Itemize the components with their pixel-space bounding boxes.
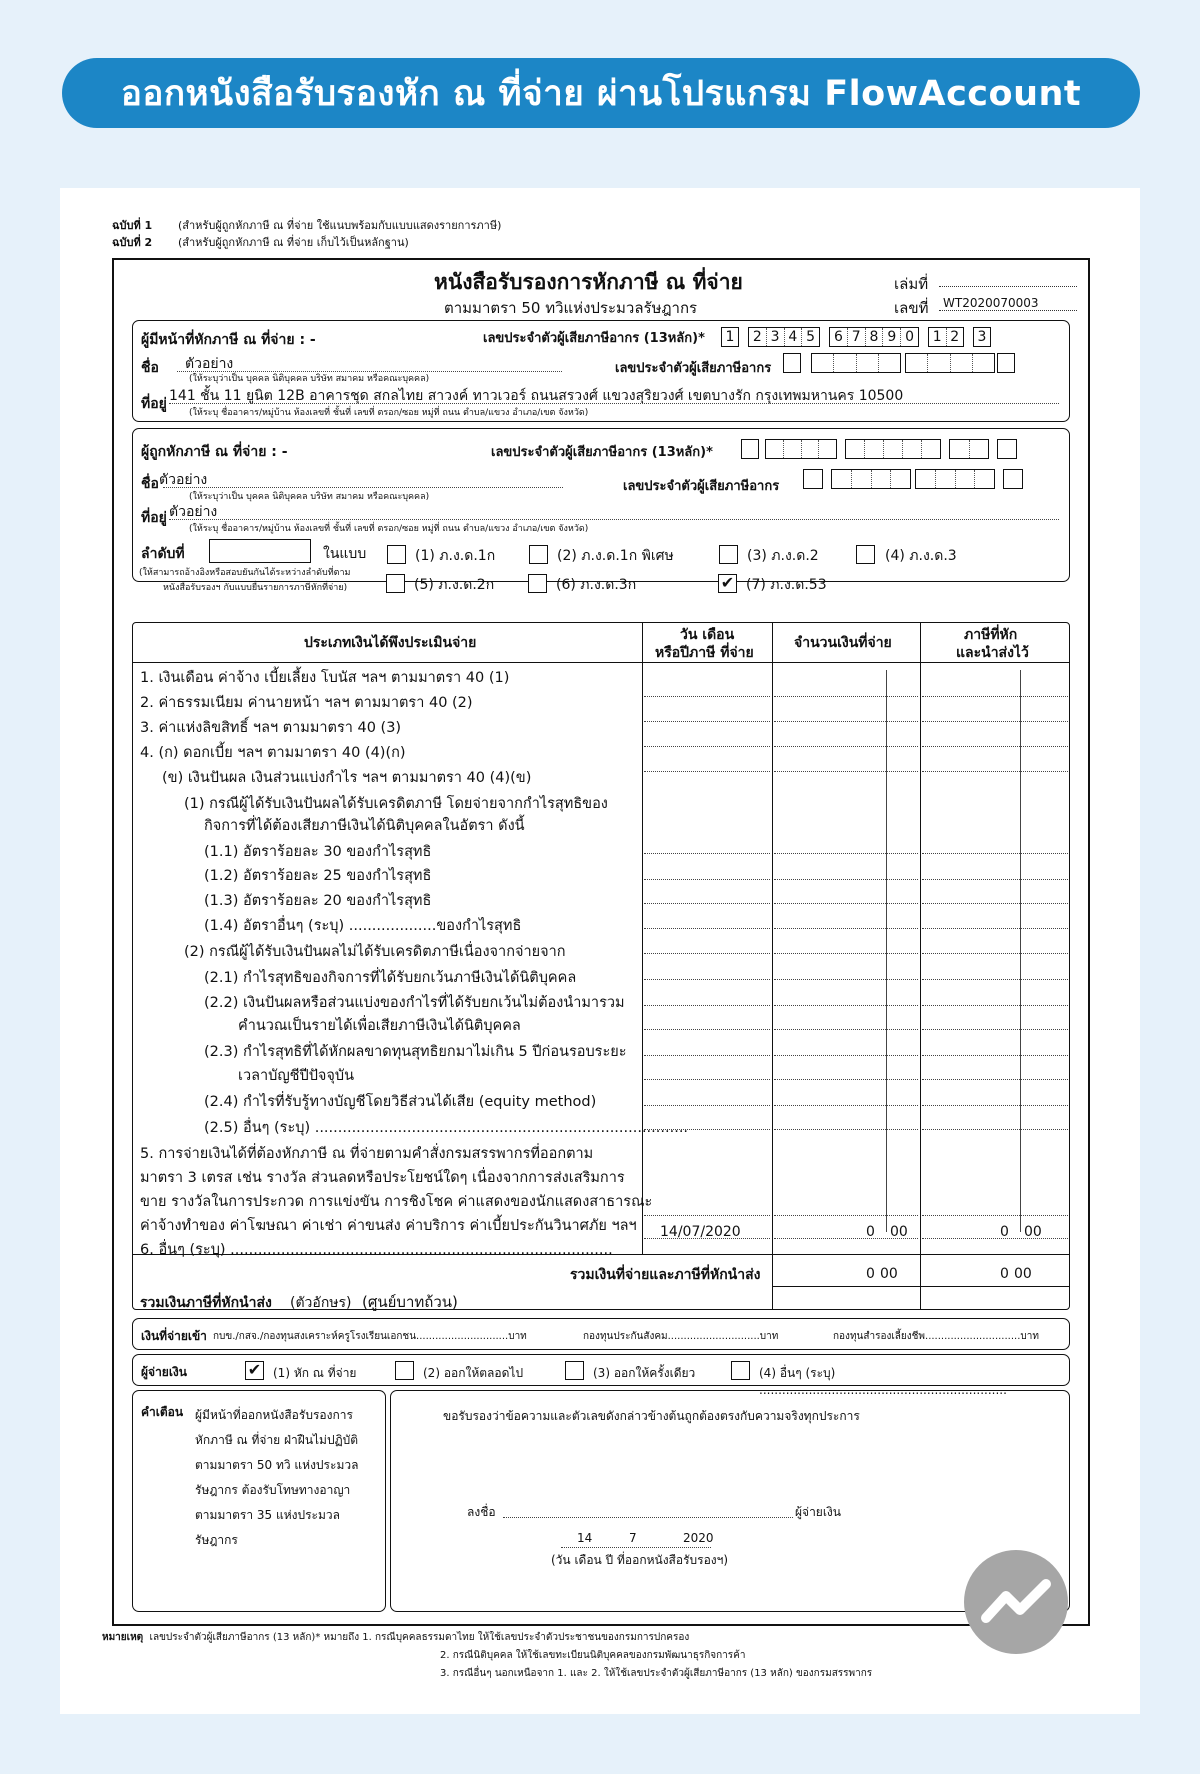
table-entry-line bbox=[922, 1238, 1068, 1239]
form-checkbox-1[interactable] bbox=[387, 545, 406, 564]
table-entry-line bbox=[644, 903, 770, 904]
row6-tax-dec[interactable]: 00 bbox=[1024, 1224, 1042, 1240]
table-entry-line bbox=[644, 1215, 770, 1216]
table-entry-line bbox=[644, 1005, 770, 1006]
table-entry-line bbox=[922, 853, 1068, 854]
fund-section bbox=[132, 1318, 1070, 1350]
certify-text: ขอรับรองว่าข้อความและตัวเลขดังกล่าวข้างต้นถูกต้องตรงกับความจริงทุกประการ bbox=[443, 1409, 860, 1423]
doc-number-value[interactable]: WT2020070003 bbox=[939, 296, 1077, 311]
table-entry-line bbox=[774, 979, 918, 980]
warning-text: ผู้มีหน้าที่ออกหนังสือรับรองการ หักภาษี ณ ที่จ่าย ฝ่าฝืนไม่ปฏิบัติ ตามมาตรา 50 ทวิ แห่งประมวล รัษฎากร ต้องรับโทษทางอาญา ตามมาตรา 35 แห่งประมวล รัษฎากร bbox=[195, 1408, 359, 1547]
income-row: คำนวณเป็นรายได้เพื่อเสียภาษีเงินได้นิติบุคคล bbox=[238, 1018, 521, 1034]
form-label-1: (1) ภ.ง.ด.1ก bbox=[415, 548, 496, 564]
sign-label: ลงชื่อ bbox=[467, 1505, 496, 1519]
income-row: 5. การจ่ายเงินได้ที่ต้องหักภาษี ณ ที่จ่ายตามคำสั่งกรมสรรพากรที่ออกตาม bbox=[140, 1146, 594, 1162]
table-entry-line bbox=[774, 1105, 918, 1106]
payer-address-hint: (ให้ระบุ ชื่ออาคาร/หมู่บ้าน ห้องเลขที่ ชั้นที่ เลขที่ ตรอก/ซอย หมู่ที่ ถนน ตำบล/แขวง อำเภอ/เขต จังหวัด) bbox=[189, 408, 589, 418]
table-entry-line bbox=[644, 1105, 770, 1106]
warning-section bbox=[132, 1390, 386, 1612]
payer-tax-digit-group-3[interactable] bbox=[905, 353, 995, 373]
income-row: (1.4) อัตราอื่นๆ (ระบุ) ...................ของกำไรสุทธิ bbox=[204, 918, 522, 934]
income-row: 6. อื่นๆ (ระบุ) ................................................................................... bbox=[140, 1242, 613, 1258]
table-entry-line bbox=[922, 721, 1068, 722]
table-entry-line bbox=[644, 1129, 770, 1130]
payee-name-value[interactable]: ตัวอย่าง bbox=[159, 472, 208, 488]
payer-tax-digit-group-4[interactable] bbox=[997, 353, 1015, 373]
form-label-5: (5) ภ.ง.ด.2ก bbox=[414, 577, 495, 593]
payee-name-hint: (ให้ระบุว่าเป็น บุคคล นิติบุคคล บริษัท สมาคม หรือคณะบุคคล) bbox=[189, 492, 430, 502]
income-row: (2) กรณีผู้ได้รับเงินปันผลไม่ได้รับเครดิตภาษีเนื่องจากจ่ายจาก bbox=[184, 944, 566, 960]
table-entry-line bbox=[922, 1055, 1068, 1056]
form-title: หนังสือรับรองการหักภาษี ณ ที่จ่าย bbox=[434, 270, 743, 294]
table-entry-line bbox=[644, 979, 770, 980]
table-entry-line bbox=[774, 879, 918, 880]
payer-tax-label: เลขประจำตัวผู้เสียภาษีอากร bbox=[615, 361, 772, 376]
table-entry-line bbox=[922, 1005, 1068, 1006]
payee-section-label: ผู้ถูกหักภาษี ณ ที่จ่าย : - bbox=[141, 444, 288, 460]
notes-line-2: 2. กรณีนิติบุคคล ให้ใช้เลขทะเบียนนิติบุคคลของกรมพัฒนาธุรกิจการค้า bbox=[440, 1650, 746, 1661]
doc-number-label: เลขที่ bbox=[894, 299, 929, 317]
row6-amount-int[interactable]: 0 bbox=[866, 1224, 875, 1240]
form-label-6: (6) ภ.ง.ด.3ก bbox=[556, 577, 637, 593]
form-label-2: (2) ภ.ง.ด.1ก พิเศษ bbox=[557, 548, 674, 564]
table-entry-line bbox=[922, 903, 1068, 904]
table-entry-line bbox=[922, 746, 1068, 747]
income-row: เวลาบัญชีปีปัจจุบัน bbox=[238, 1068, 355, 1084]
book-number-field[interactable] bbox=[939, 286, 1077, 287]
words-label: รวมเงินภาษีที่หักนำส่ง bbox=[140, 1295, 272, 1311]
table-entry-line bbox=[774, 1005, 918, 1006]
table-entry-line bbox=[922, 953, 1068, 954]
payer-tax13-label: เลขประจำตัวผู้เสียภาษีอากร (13หลัก)* bbox=[483, 331, 705, 346]
payer-section bbox=[132, 320, 1070, 422]
table-entry-line bbox=[922, 1105, 1068, 1106]
total-tax-int[interactable]: 0 bbox=[1000, 1266, 1009, 1282]
payee-address-label: ที่อยู่ bbox=[141, 510, 167, 526]
table-entry-line bbox=[644, 953, 770, 954]
table-entry-line bbox=[774, 1215, 918, 1216]
payee-tax13-digit-group-2[interactable] bbox=[765, 439, 837, 459]
payer-tax13-digit-group-5[interactable]: 3 bbox=[973, 327, 991, 347]
form-checkbox-3[interactable] bbox=[719, 545, 738, 564]
form-label-4: (4) ภ.ง.ด.3 bbox=[885, 548, 957, 564]
sign-suffix: ผู้จ่ายเงิน bbox=[795, 1505, 841, 1519]
page-banner-title: ออกหนังสือรับรองหัก ณ ที่จ่าย ผ่านโปรแกรม FlowAccount bbox=[62, 58, 1140, 128]
payer-address-line bbox=[169, 403, 1059, 404]
income-row: (2.2) เงินปันผลหรือส่วนแบ่งของกำไรที่ได้รับยกเว้นไม่ต้องนำมารวม bbox=[204, 995, 625, 1011]
table-entry-line bbox=[774, 1055, 918, 1056]
payer-section-label: ผู้มีหน้าที่หักภาษี ณ ที่จ่าย : - bbox=[141, 332, 316, 348]
payer-type-label-3: (3) ออกให้ครั้งเดียว bbox=[593, 1366, 696, 1380]
payer-tax13-digit-group-2[interactable]: 2 3 4 5 bbox=[748, 327, 820, 347]
income-row: (1.3) อัตราร้อยละ 20 ของกำไรสุทธิ bbox=[204, 893, 432, 909]
flowaccount-logo-icon bbox=[964, 1550, 1068, 1654]
payee-address-line bbox=[169, 519, 1059, 520]
fund-text-2: กองทุนประกันสังคม.............................บาท bbox=[583, 1331, 779, 1342]
payer-type-section bbox=[132, 1354, 1070, 1397]
total-tax-dec[interactable]: 00 bbox=[1014, 1266, 1032, 1282]
income-row: 3. ค่าแห่งลิขสิทธิ์ ฯลฯ ตามมาตรา 40 (3) bbox=[140, 720, 402, 736]
payee-name-line bbox=[163, 487, 563, 488]
payee-tax13-label: เลขประจำตัวผู้เสียภาษีอากร (13หลัก)* bbox=[491, 445, 713, 460]
table-entry-line bbox=[922, 1079, 1068, 1080]
payer-tax-digit-group-1[interactable] bbox=[783, 353, 801, 373]
checkmark-icon: ✔ bbox=[247, 1360, 262, 1379]
words-hint: (ตัวอักษร) bbox=[290, 1295, 352, 1311]
table-entry-line bbox=[774, 928, 918, 929]
row6-amount-dec[interactable]: 00 bbox=[890, 1224, 908, 1240]
table-entry-line bbox=[774, 853, 918, 854]
total-label: รวมเงินที่จ่ายและภาษีที่หักนำส่ง bbox=[570, 1267, 761, 1283]
total-divider bbox=[132, 1254, 1070, 1255]
amount-decimal-divider bbox=[886, 670, 887, 1232]
form-checkbox-2[interactable] bbox=[529, 545, 548, 564]
form-label-3: (3) ภ.ง.ด.2 bbox=[747, 548, 819, 564]
payer-type-label-2: (2) ออกให้ตลอดไป bbox=[423, 1366, 524, 1380]
payee-address-value[interactable]: ตัวอย่าง bbox=[169, 504, 218, 520]
income-row: (1) กรณีผู้ได้รับเงินปันผลได้รับเครดิตภาษี โดยจ่ายจากกำไรสุทธิของ bbox=[184, 796, 608, 812]
table-entry-line bbox=[644, 1029, 770, 1030]
table-entry-line bbox=[644, 1055, 770, 1056]
table-entry-line bbox=[922, 879, 1068, 880]
table-entry-line bbox=[922, 696, 1068, 697]
copy-note-2: ฉบับที่ 2 (สำหรับผู้ถูกหักภาษี ณ ที่จ่าย เก็บไว้เป็นหลักฐาน) bbox=[112, 236, 409, 249]
table-entry-line bbox=[644, 721, 770, 722]
table-entry-line bbox=[644, 928, 770, 929]
table-entry-line bbox=[644, 696, 770, 697]
payer-type-checkbox-1[interactable] bbox=[245, 1361, 264, 1380]
total-amount-dec[interactable]: 00 bbox=[880, 1266, 898, 1282]
payer-type-checkbox-3[interactable] bbox=[565, 1361, 584, 1380]
table-entry-line bbox=[644, 746, 770, 747]
table-entry-line bbox=[644, 771, 770, 772]
order-number-field[interactable] bbox=[209, 539, 311, 563]
payee-name-label: ชื่อ bbox=[141, 476, 159, 492]
notes-line-3: 3. กรณีอื่นๆ นอกเหนือจาก 1. และ 2. ให้ใช้เลขประจำตัวผู้เสียภาษีอากร (13 หลัก) ของกรมสรรพากร bbox=[440, 1668, 873, 1679]
payer-type-checkbox-4[interactable] bbox=[731, 1361, 750, 1380]
payer-tax13-digit-group-3[interactable]: 6 7 8 9 0 bbox=[829, 327, 919, 347]
payer-type-label-1: (1) หัก ณ ที่จ่าย bbox=[273, 1366, 357, 1380]
income-row: (2.3) กำไรสุทธิที่ได้หักผลขาดทุนสุทธิยกมาไม่เกิน 5 ปีก่อนรอบระยะ bbox=[204, 1044, 627, 1060]
income-row: 4. (ก) ดอกเบี้ย ฯลฯ ตามมาตรา 40 (4)(ก) bbox=[140, 745, 406, 761]
form-subtitle: ตามมาตรา 50 ทวิแห่งประมวลรัษฎากร bbox=[444, 299, 698, 317]
table-entry-line bbox=[922, 928, 1068, 929]
income-row: มาตรา 3 เตรส เช่น รางวัล ส่วนลดหรือประโยชน์ใดๆ เนื่องจากการส่งเสริมการ bbox=[140, 1170, 625, 1186]
table-entry-line bbox=[644, 1079, 770, 1080]
cert-day[interactable]: 14 bbox=[577, 1531, 593, 1545]
copy-note-1: ฉบับที่ 1 (สำหรับผู้ถูกหักภาษี ณ ที่จ่าย ใช้แนบพร้อมกับแบบแสดงรายการภาษี) bbox=[112, 219, 502, 232]
income-row: (2.1) กำไรสุทธิของกิจการที่ได้รับยกเว้นภาษีเงินได้นิติบุคคล bbox=[204, 970, 577, 986]
total-underline bbox=[772, 1286, 1070, 1287]
payer-name-hint: (ให้ระบุว่าเป็น บุคคล นิติบุคคล บริษัท สมาคม หรือคณะบุคคล) bbox=[189, 374, 430, 384]
notes: หมายเหตุ เลขประจำตัวผู้เสียภาษีอากร (13 หลัก)* หมายถึง 1. กรณีบุคคลธรรมดาไทย ให้ใช้เลขประจำตัวประชาชนของกรมการปกครอง bbox=[102, 1632, 690, 1643]
table-entry-line bbox=[922, 1129, 1068, 1130]
income-row: กิจการที่ได้ต้องเสียภาษีเงินได้นิติบุคคลในอัตรา ดังนี้ bbox=[204, 818, 525, 834]
payee-tax-digit-group-3[interactable] bbox=[915, 469, 995, 489]
tax-decimal-divider bbox=[1020, 670, 1021, 1232]
income-row: 1. เงินเดือน ค่าจ้าง เบี้ยเลี้ยง โบนัส ฯลฯ ตามมาตรา 40 (1) bbox=[140, 670, 510, 686]
words-value[interactable]: (ศูนย์บาทถ้วน) bbox=[362, 1293, 458, 1311]
payer-name-label: ชื่อ bbox=[141, 360, 159, 376]
payer-address-value[interactable]: 141 ชั้น 11 ยูนิต 12B อาคารชุด สกลไทย สาวงค์ ทาวเวอร์ ถนนสรวงศ์ แขวงสุริยวงศ์ เขตบางรัก กรุงเทพมหานคร 10500 bbox=[169, 388, 904, 404]
total-amount-int[interactable]: 0 bbox=[866, 1266, 875, 1282]
income-row: (2.4) กำไรที่รับรู้ทางบัญชีโดยวิธีส่วนได้เสีย (equity method) bbox=[204, 1094, 597, 1110]
income-row: (2.5) อื่นๆ (ระบุ) ................................................................................. bbox=[204, 1120, 689, 1136]
payer-type-label: ผู้จ่ายเงิน bbox=[141, 1365, 187, 1379]
form-checkbox-5[interactable] bbox=[386, 574, 405, 593]
payer-address-label: ที่อยู่ bbox=[141, 396, 167, 412]
form-checkbox-4[interactable] bbox=[856, 545, 875, 564]
col-divider-1 bbox=[642, 622, 643, 1254]
withholding-form bbox=[112, 258, 1090, 1626]
table-entry-line bbox=[922, 1215, 1068, 1216]
table-entry-line bbox=[774, 771, 918, 772]
fund-label: เงินที่จ่ายเข้า bbox=[141, 1329, 207, 1343]
table-entry-line bbox=[774, 1029, 918, 1030]
payee-tax13-digit-group-1[interactable] bbox=[741, 439, 759, 459]
income-row: (ข) เงินปันผล เงินส่วนแบ่งกำไร ฯลฯ ตามมาตรา 40 (4)(ข) bbox=[162, 770, 532, 786]
order-label: ลำดับที่ bbox=[141, 546, 185, 562]
payee-tax-label: เลขประจำตัวผู้เสียภาษีอากร bbox=[623, 479, 780, 494]
col-divider-3 bbox=[920, 622, 921, 1310]
table-header-divider bbox=[132, 662, 1070, 663]
checkmark-icon: ✔ bbox=[720, 573, 735, 592]
table-entry-line bbox=[774, 696, 918, 697]
payer-tax-digit-group-2[interactable] bbox=[811, 353, 901, 373]
row6-date[interactable]: 14/07/2020 bbox=[660, 1224, 741, 1240]
book-number-label: เล่มที่ bbox=[894, 275, 929, 293]
table-entry-line bbox=[774, 903, 918, 904]
payee-address-hint: (ให้ระบุ ชื่ออาคาร/หมู่บ้าน ห้องเลขที่ ชั้นที่ เลขที่ ตรอก/ซอย หมู่ที่ ถนน ตำบล/แขวง อำเภอ/เขต จังหวัด) bbox=[189, 524, 589, 534]
income-row: (1.2) อัตราร้อยละ 25 ของกำไรสุทธิ bbox=[204, 868, 432, 884]
table-entry-line bbox=[922, 1029, 1068, 1030]
form-label-7: (7) ภ.ง.ด.53 bbox=[746, 577, 827, 593]
table-entry-line bbox=[774, 1129, 918, 1130]
payee-tax-digit-group-1[interactable] bbox=[803, 469, 823, 489]
col-divider-2 bbox=[772, 622, 773, 1310]
order-note-2: หนังสือรับรองฯ กับแบบยื่นรายการภาษีหักที่จ่าย) bbox=[163, 583, 348, 593]
table-entry-line bbox=[644, 853, 770, 854]
payee-tax13-digit-group-4[interactable] bbox=[949, 439, 989, 459]
payer-tax13-digit-group-4[interactable]: 1 2 bbox=[928, 327, 964, 347]
cert-month[interactable]: 7 bbox=[629, 1531, 637, 1545]
col-header-date-1: วัน เดือน bbox=[680, 627, 735, 643]
form-checkbox-7[interactable] bbox=[718, 574, 737, 593]
fund-text-3: กองทุนสำรองเลี้ยงชีพ..............................บาท bbox=[833, 1331, 1039, 1342]
payer-tax13-digit-group-1[interactable]: 1 bbox=[721, 327, 739, 347]
payer-name-line bbox=[177, 371, 562, 372]
payer-type-checkbox-2[interactable] bbox=[395, 1361, 414, 1380]
cert-year[interactable]: 2020 bbox=[683, 1531, 714, 1545]
table-entry-line bbox=[774, 746, 918, 747]
col-header-tax-2: และนำส่งไว้ bbox=[956, 645, 1029, 661]
payee-tax13-digit-group-5[interactable] bbox=[997, 439, 1017, 459]
payer-type-label-4: (4) อื่นๆ (ระบุ) ................................................................. bbox=[759, 1366, 1007, 1397]
fund-text-1: กบข./กสจ./กองทุนสงเคราะห์ครูโรงเรียนเอกชน.............................บาท bbox=[213, 1331, 527, 1342]
in-form-label: ในแบบ bbox=[323, 546, 367, 562]
income-row: 2. ค่าธรรมเนียม ค่านายหน้า ฯลฯ ตามมาตรา 40 (2) bbox=[140, 695, 473, 711]
signature-line[interactable] bbox=[503, 1517, 793, 1518]
col-header-tax-1: ภาษีที่หัก bbox=[964, 627, 1018, 643]
table-entry-line bbox=[922, 771, 1068, 772]
form-checkbox-6[interactable] bbox=[528, 574, 547, 593]
row6-tax-int[interactable]: 0 bbox=[1000, 1224, 1009, 1240]
income-row: (1.1) อัตราร้อยละ 30 ของกำไรสุทธิ bbox=[204, 844, 432, 860]
payer-name-value[interactable]: ตัวอย่าง bbox=[185, 356, 234, 372]
date-line bbox=[561, 1547, 711, 1548]
income-row: ค่าจ้างทำของ ค่าโฆษณา ค่าเช่า ค่าขนส่ง ค่าบริการ ค่าเบี้ยประกันวินาศภัย ฯลฯ bbox=[140, 1218, 637, 1234]
certificate-document bbox=[60, 188, 1140, 1714]
order-note-1: (ให้สามารถอ้างอิงหรือสอบยันกันได้ระหว่างลำดับที่ตาม bbox=[139, 568, 351, 578]
col-header-type: ประเภทเงินได้พึงประเมินจ่าย bbox=[304, 635, 477, 651]
table-entry-line bbox=[774, 721, 918, 722]
payee-tax-digit-group-2[interactable] bbox=[831, 469, 911, 489]
payee-tax13-digit-group-3[interactable] bbox=[845, 439, 941, 459]
warning-label: คำเตือน bbox=[141, 1405, 184, 1419]
table-entry-line bbox=[774, 953, 918, 954]
date-hint: (วัน เดือน ปี ที่ออกหนังสือรับรองฯ) bbox=[551, 1553, 729, 1567]
table-entry-line bbox=[644, 879, 770, 880]
income-row: ขาย รางวัลในการประกวด การแข่งขัน การชิงโชค ค่าแสดงของนักแสดงสาธารณะ bbox=[140, 1194, 653, 1210]
col-header-date-2: หรือปีภาษี ที่จ่าย bbox=[655, 645, 754, 661]
certify-section bbox=[390, 1390, 1070, 1612]
table-entry-line bbox=[774, 1079, 918, 1080]
table-entry-line bbox=[922, 979, 1068, 980]
col-header-amount: จำนวนเงินที่จ่าย bbox=[794, 635, 892, 651]
payee-tax-digit-group-4[interactable] bbox=[1003, 469, 1023, 489]
